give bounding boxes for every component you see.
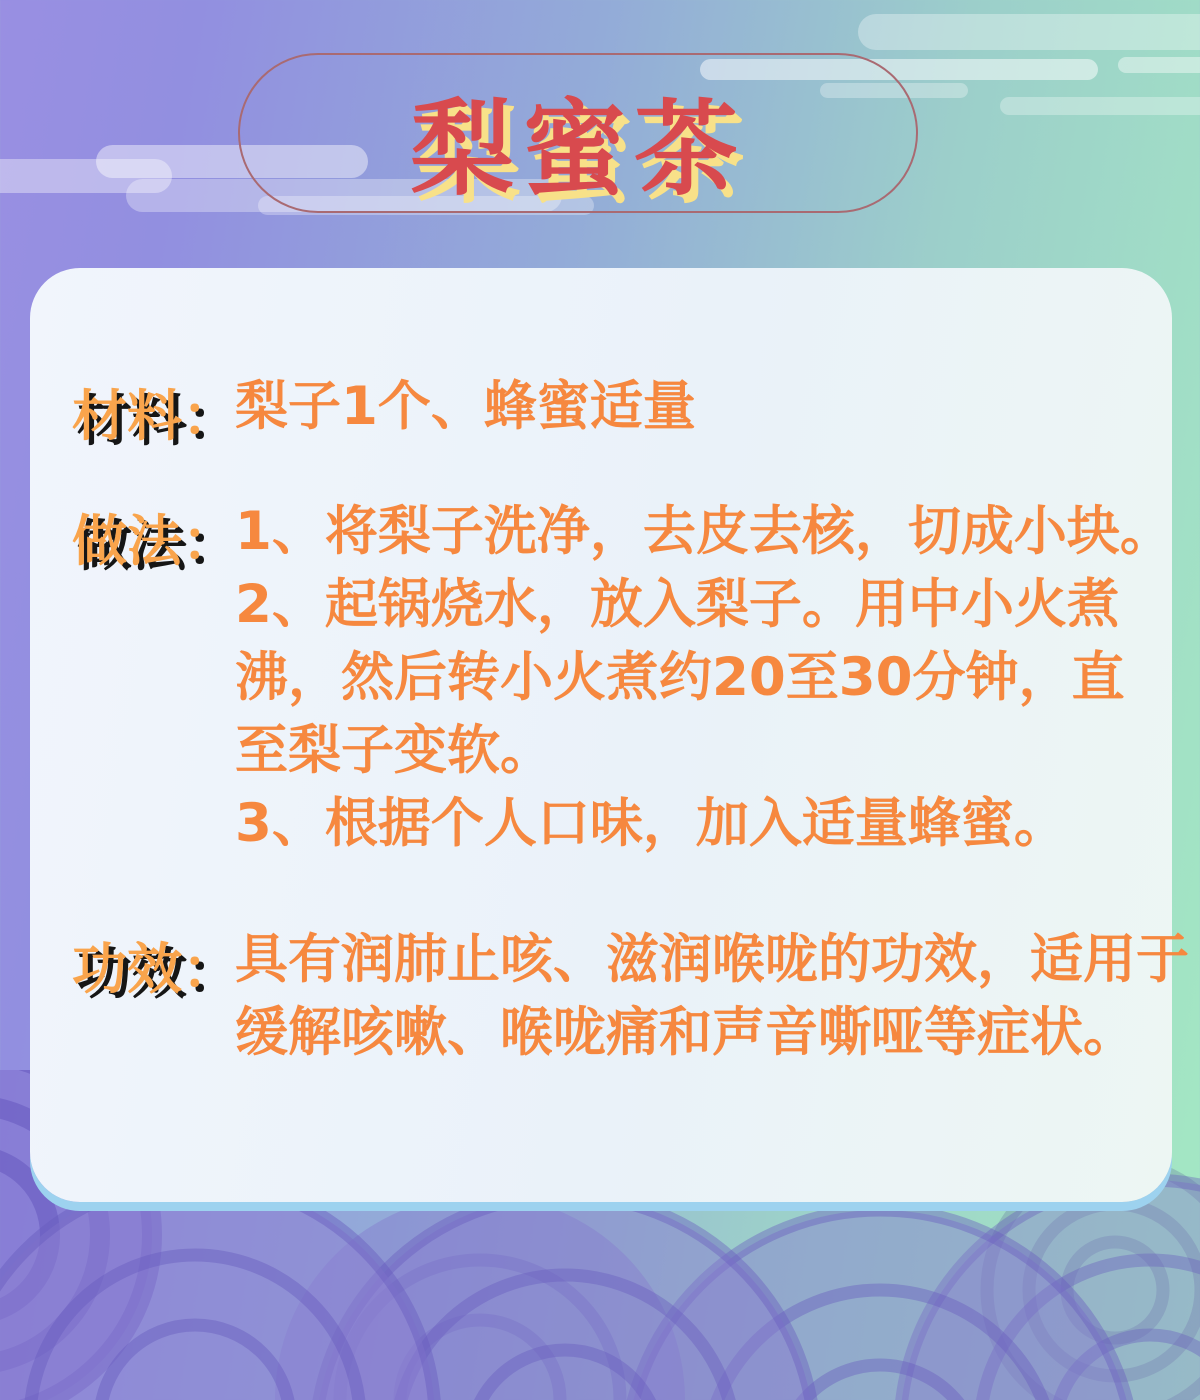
cloud-decoration	[858, 14, 1200, 50]
section-materials	[72, 370, 1136, 448]
method-line: 2、起锅烧水，放入梨子。用中小火煮	[235, 574, 1120, 635]
page-title: 梨蜜茶	[409, 88, 746, 210]
method-content	[235, 495, 1173, 860]
section-method	[72, 495, 1173, 860]
effects-line: 具有润肺止咳、滋润喉咙的功效，适用于	[235, 929, 1189, 990]
effects-line: 缓解咳嗽、喉咙痛和声音嘶哑等症状。	[235, 1002, 1136, 1063]
effects-content	[235, 923, 1189, 1069]
method-line: 沸，然后转小火煮约20至30分钟，直	[235, 647, 1125, 708]
effects-label: 功效：	[72, 937, 238, 1001]
method-line: 3、根据个人口味，加入适量蜂蜜。	[235, 793, 1067, 854]
materials-line: 梨子1个、蜂蜜适量	[235, 376, 696, 437]
method-label: 做法：	[72, 509, 238, 573]
section-effects	[72, 923, 1189, 1069]
recipe-card	[30, 268, 1189, 1202]
cloud-decoration	[1000, 97, 1200, 115]
method-line: 至梨子变软。	[235, 720, 553, 781]
title-capsule	[238, 53, 918, 213]
materials-label: 材料：	[72, 384, 238, 448]
method-line: 1、将梨子洗净，去皮去核，切成小块。	[235, 501, 1173, 562]
cloud-decoration	[1118, 57, 1200, 73]
materials-content	[235, 370, 1136, 443]
